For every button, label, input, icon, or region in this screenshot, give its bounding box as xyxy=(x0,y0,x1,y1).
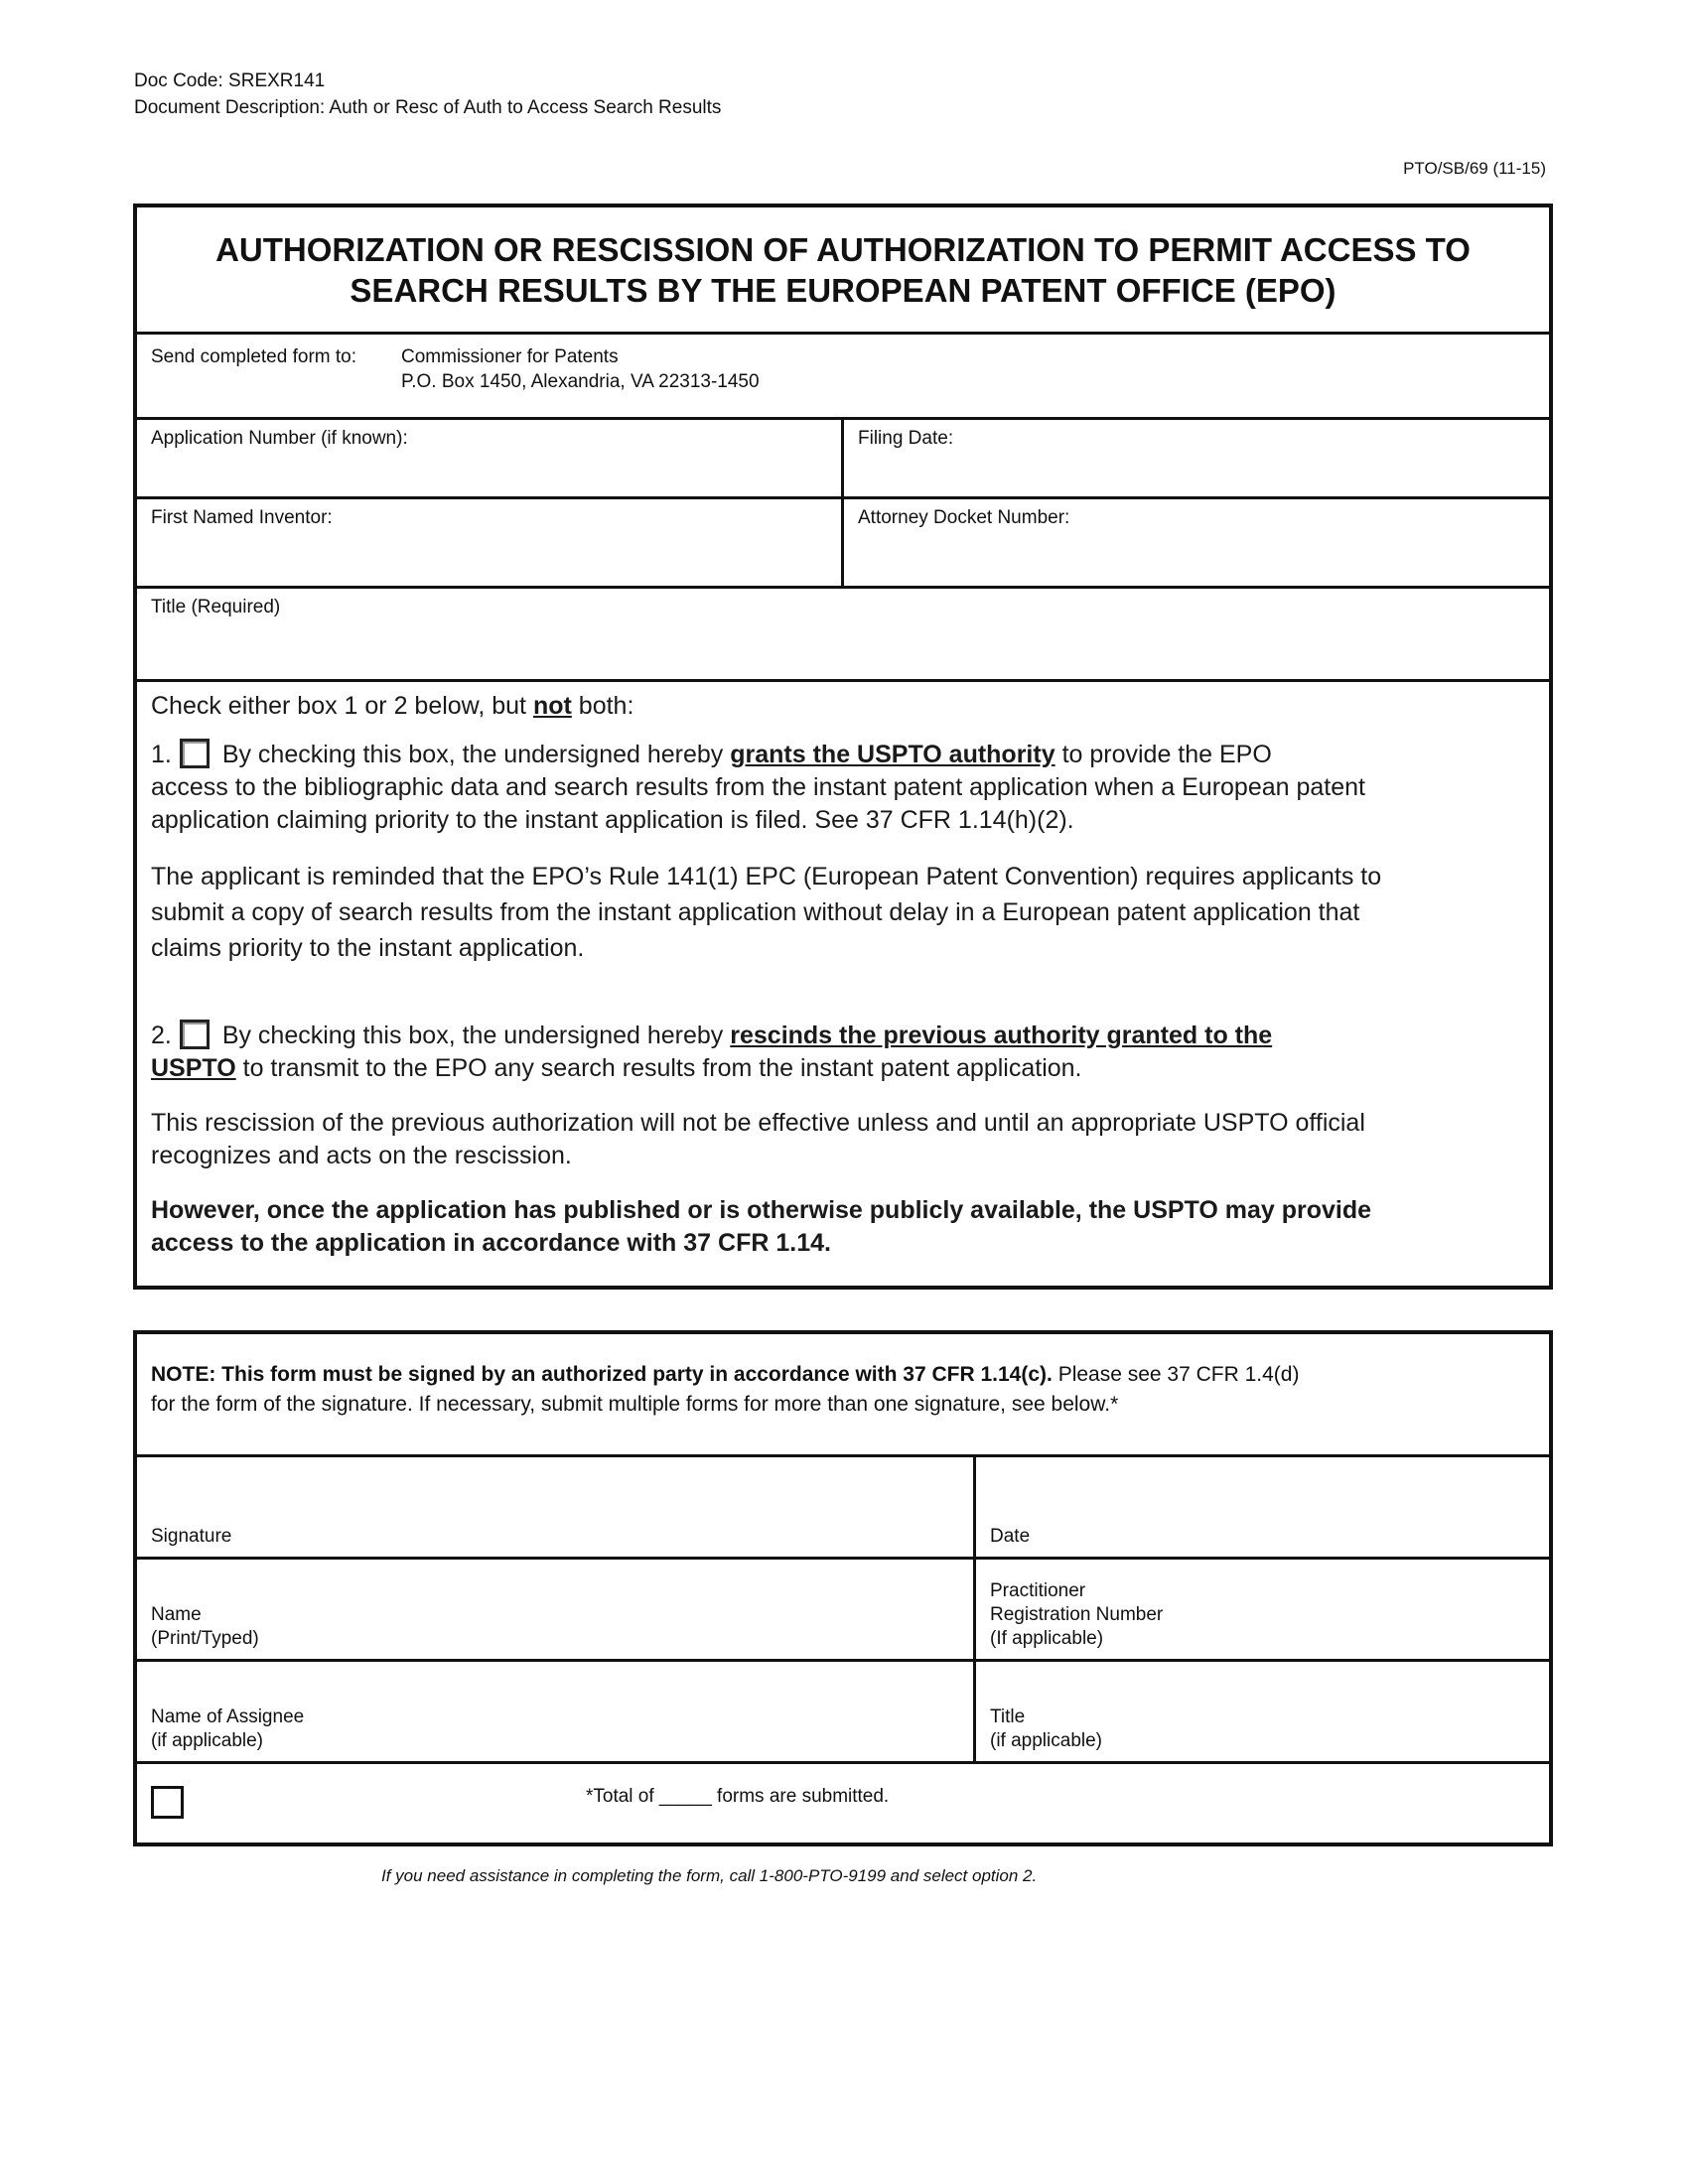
assignee-row xyxy=(137,1662,1549,1764)
authorization-options xyxy=(137,682,1549,1260)
form-number: PTO/SB/69 (11-15) xyxy=(1403,159,1546,178)
instruction-text: Check either box 1 or 2 below, but not both: xyxy=(151,692,634,720)
signature-field[interactable] xyxy=(137,1457,976,1557)
assignee-title-field[interactable]: Title (if applicable) xyxy=(990,1706,1102,1751)
option-2-checkbox[interactable] xyxy=(180,1020,210,1049)
form-title-line1: AUTHORIZATION OR RESCISSION OF AUTHORIZATION TO PERMIT ACCESS TO xyxy=(215,230,1471,268)
date-label: Date xyxy=(990,1526,1031,1547)
field-row-inventor xyxy=(137,499,1549,589)
epo-rule-reminder: The applicant is reminded that the EPO’s Rule 141(1) EPC (European Patent Convention) requires applicants to submit a copy of search results from the instant application without delay in a European patent application that claims priority to the instant application. xyxy=(151,863,1382,962)
application-number-label: Application Number (if known): xyxy=(151,428,408,449)
date-field[interactable] xyxy=(976,1457,1549,1557)
signature-note-bold: NOTE: This form must be signed by an authorized party in accordance with 37 CFR 1.14(c). xyxy=(151,1363,1053,1386)
send-address-line1: Commissioner for Patents xyxy=(401,346,619,367)
signature-note: NOTE: This form must be signed by an authorized party in accordance with 37 CFR 1.14(c). Please see 37 CFR 1.4(d) for the form of the signature. If necessary, submit multiple forms for more than one signature, see below.* xyxy=(137,1334,1549,1457)
option-1-emphasis: grants the USPTO authority xyxy=(730,741,1055,768)
option-2: 2. By checking this box, the undersigned hereby rescinds the previous authority granted to the USPTO to transmit to the EPO any search results from the instant patent application. xyxy=(151,1022,1273,1082)
mailing-address xyxy=(137,335,1549,420)
form-title xyxy=(137,207,1549,335)
attorney-docket-field[interactable] xyxy=(844,499,1549,586)
first-inventor-label: First Named Inventor: xyxy=(151,507,333,528)
field-row-application xyxy=(137,420,1549,499)
signature-section xyxy=(133,1330,1553,1846)
filing-date-label: Filing Date: xyxy=(858,428,954,449)
multiple-forms-checkbox[interactable] xyxy=(151,1786,184,1819)
document-header xyxy=(134,68,721,121)
doc-code: Doc Code: SREXR141 xyxy=(134,70,326,91)
rescission-notice: This rescission of the previous authorization will not be effective unless and until an appropriate USPTO official recognizes and acts on the rescission. xyxy=(151,1109,1365,1169)
doc-description: Document Description: Auth or Resc of Auth to Access Search Results xyxy=(134,97,722,118)
form-title-line2: SEARCH RESULTS BY THE EUROPEAN PATENT OFFICE (EPO) xyxy=(350,271,1336,309)
option-2-number: 2. xyxy=(151,1022,172,1049)
name-field[interactable]: Name (Print/Typed) xyxy=(137,1560,976,1659)
assignee-name-field[interactable]: Name of Assignee (if applicable) xyxy=(137,1662,976,1761)
option-2-emphasis: rescinds the previous authority granted to the xyxy=(730,1022,1273,1049)
option-1-number: 1. xyxy=(151,741,172,768)
option-1: 1. By checking this box, the undersigned hereby grants the USPTO authority to provide the EPO access to the bibliographic data and search results from the instant patent application when a European patent application claiming priority to the instant application is filed. See 37 CFR 1.14(h)(2). xyxy=(151,741,1365,834)
signature-row xyxy=(137,1457,1549,1560)
attorney-docket-label: Attorney Docket Number: xyxy=(858,507,1070,528)
option-1-checkbox[interactable] xyxy=(180,739,210,768)
title-label: Title (Required) xyxy=(151,597,281,617)
assistance-footer: If you need assistance in completing the form, call 1-800-PTO-9199 and select option 2. xyxy=(381,1866,1038,1885)
filing-date-field[interactable] xyxy=(844,420,1549,496)
first-inventor-field[interactable] xyxy=(137,499,844,586)
registration-number-field[interactable]: Practitioner Registration Number (If applicable) xyxy=(990,1580,1164,1649)
application-number-field[interactable] xyxy=(137,420,844,496)
title-field[interactable] xyxy=(137,589,1549,682)
instruction-emphasis: not xyxy=(532,692,572,720)
name-row xyxy=(137,1560,1549,1662)
signature-label: Signature xyxy=(151,1526,232,1547)
total-forms-text: *Total of _____ forms are submitted. xyxy=(586,1786,890,1807)
publication-notice: However, once the application has published or is otherwise publicly available, the USPTO may provide access to the application in accordance with 37 CFR 1.14. xyxy=(151,1196,1372,1257)
send-address-line2: P.O. Box 1450, Alexandria, VA 22313-1450 xyxy=(401,371,760,392)
authorization-form xyxy=(133,204,1553,1290)
send-address xyxy=(401,344,760,417)
total-forms-row xyxy=(137,1764,1549,1838)
send-label: Send completed form to: xyxy=(151,346,356,367)
